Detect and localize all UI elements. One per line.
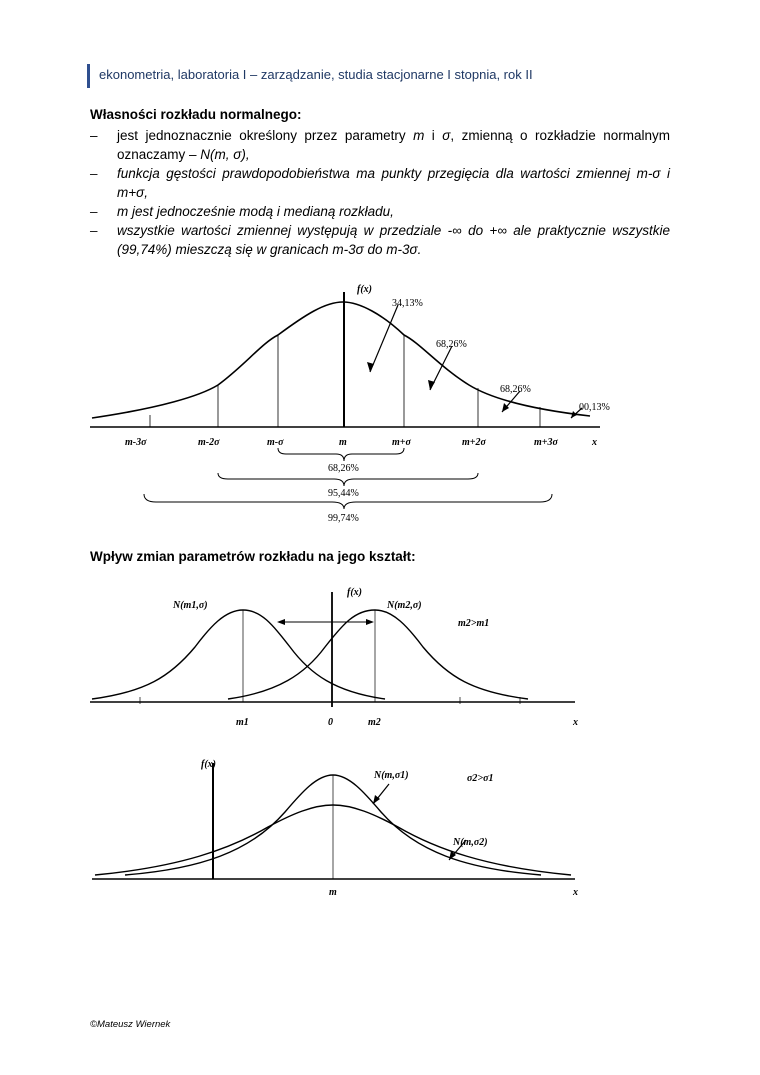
tick-label: m2 (368, 717, 381, 728)
curve-label-m2: N(m2,σ) (387, 600, 422, 611)
tick-label: 0 (328, 717, 333, 728)
tick-label: m+σ (392, 437, 411, 448)
annotation-label: 00,13% (579, 402, 610, 413)
annotation-label: 68,26% (436, 339, 467, 350)
properties-list (90, 126, 670, 259)
density-curve (92, 302, 590, 418)
bracket-68 (278, 448, 404, 461)
tick-label: m+3σ (534, 437, 558, 448)
tick-label: m1 (236, 717, 249, 728)
list-item: – funkcja gęstości prawdopodobieństwa ma punkty przegięcia dla wartości zmiennej m-σ i m+σ, (90, 166, 670, 200)
relation-label: m2>m1 (458, 618, 490, 629)
bracket-95 (218, 473, 478, 486)
bracket-label: 95,44% (328, 488, 359, 499)
annotation-arrow (370, 305, 398, 372)
list-item: – wszystkie wartości zmiennej występują w przedziale -∞ do +∞ ale praktycznie wszystkie (99,74%) mieszczą się w granicach m-3σ do m-3σ. (90, 223, 670, 257)
bracket-label: 68,26% (328, 463, 359, 474)
y-axis-label: f(x) (357, 284, 372, 295)
list-item: – m jest jednocześnie modą i medianą rozkładu, (90, 204, 394, 219)
y-axis-label: f(x) (347, 587, 362, 598)
density-curve-m1 (92, 610, 385, 699)
footer-copyright: ©Mateusz Wiernek (90, 1019, 171, 1030)
annotation-label: 34,13% (392, 298, 423, 309)
annotation-label: 68,26% (500, 384, 531, 395)
section-title-properties: Własności rozkładu normalnego: (90, 107, 302, 122)
x-axis-label: x (573, 717, 578, 728)
x-axis-label: x (573, 887, 578, 898)
tick-label: m (339, 437, 347, 448)
sigma-change-figure (0, 757, 760, 902)
bracket-label: 99,74% (328, 513, 359, 524)
normal-distribution-figure (0, 280, 760, 530)
tick-label: m-σ (267, 437, 284, 448)
page-header: ekonometria, laboratoria I – zarządzanie, studia stacjonarne I stopnia, rok II (99, 67, 533, 82)
y-axis-label: f(x) (201, 759, 216, 770)
tick-label: m-2σ (198, 437, 220, 448)
header-accent-bar (87, 64, 90, 88)
curve-label-sigma1: N(m,σ1) (374, 770, 409, 781)
x-axis-label: x (592, 437, 597, 448)
curve-label-m1: N(m1,σ) (173, 600, 208, 611)
mean-shift-figure (0, 582, 760, 732)
tick-label: m (329, 887, 337, 898)
curve-label-sigma2: N(m,σ2) (453, 837, 488, 848)
list-item: – jest jednoznacznie określony przez parametry m i σ, zmienną o rozkładzie normalnym oznaczamy – N(m, σ), (90, 128, 670, 162)
relation-label: σ2>σ1 (467, 773, 494, 784)
section-title-parameters: Wpływ zmian parametrów rozkładu na jego kształt: (90, 549, 416, 564)
tick-label: m+2σ (462, 437, 486, 448)
tick-label: m-3σ (125, 437, 147, 448)
